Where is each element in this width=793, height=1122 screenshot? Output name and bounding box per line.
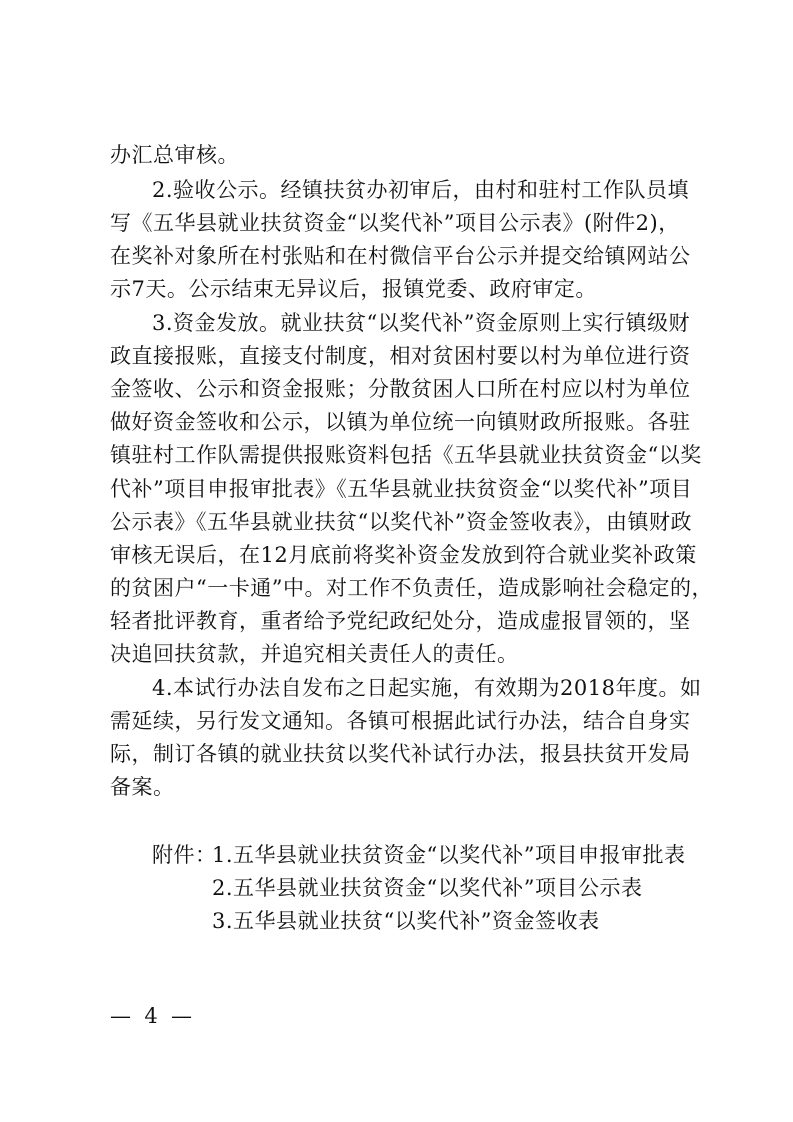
attachment-item: 1.五华县就业扶贫资金“以奖代补”项目申报审批表 bbox=[212, 843, 686, 867]
body-line: 备案。 bbox=[110, 775, 175, 799]
attachment-item: 2.五华县就业扶贫资金“以奖代补”项目公示表 bbox=[212, 876, 643, 900]
body-line: 2.验收公示。经镇扶贫办初审后，由村和驻村工作队员填 bbox=[152, 178, 690, 202]
body-line: 审核无误后，在12月底前将奖补资金发放到符合就业奖补政策 bbox=[110, 543, 697, 567]
body-line: 决追回扶贫款，并追究相关责任人的责任。 bbox=[110, 642, 519, 666]
body-line: 办汇总审核。 bbox=[110, 143, 239, 167]
body-line: 写《五华县就业扶贫资金“以奖代补”项目公示表》(附件2)， bbox=[110, 211, 680, 235]
attachment-label: 附件： bbox=[152, 843, 217, 867]
body-line: 的贫困户“一卡通”中。对工作不负责任，造成影响社会稳定的， bbox=[110, 576, 713, 600]
body-line: 示7天。公示结束无异议后，报镇党委、政府审定。 bbox=[110, 277, 597, 301]
body-line: 4.本试行办法自发布之日起实施，有效期为2018年度。如 bbox=[152, 676, 702, 700]
body-line: 在奖补对象所在村张贴和在村微信平台公示并提交给镇网站公 bbox=[110, 244, 691, 268]
attachment-item: 3.五华县就业扶贫“以奖代补”资金签收表 bbox=[212, 909, 600, 933]
body-line: 3.资金发放。就业扶贫“以奖代补”资金原则上实行镇级财 bbox=[152, 311, 691, 335]
body-line: 做好资金签收和公示，以镇为单位统一向镇财政所报账。各驻 bbox=[110, 410, 691, 434]
body-line: 镇驻村工作队需提供报账资料包括《五华县就业扶贫资金“以奖 bbox=[110, 443, 702, 467]
body-line: 际，制订各镇的就业扶贫以奖代补试行办法，报县扶贫开发局 bbox=[110, 742, 691, 766]
body-line: 公示表》《五华县就业扶贫“以奖代补”资金签收表》，由镇财政 bbox=[110, 510, 692, 534]
body-line: 金签收、公示和资金报账；分散贫困人口所在村应以村为单位 bbox=[110, 377, 691, 401]
body-line: 需延续，另行发文通知。各镇可根据此试行办法，结合自身实 bbox=[110, 709, 691, 733]
body-line: 政直接报账，直接支付制度，相对贫困村要以村为单位进行资 bbox=[110, 344, 691, 368]
body-line: 轻者批评教育，重者给予党纪政纪处分，造成虚报冒领的，坚 bbox=[110, 609, 691, 633]
page-number: — 4 — bbox=[110, 1004, 193, 1028]
body-line: 代补”项目申报审批表》《五华县就业扶贫资金“以奖代补”项目 bbox=[110, 477, 693, 501]
